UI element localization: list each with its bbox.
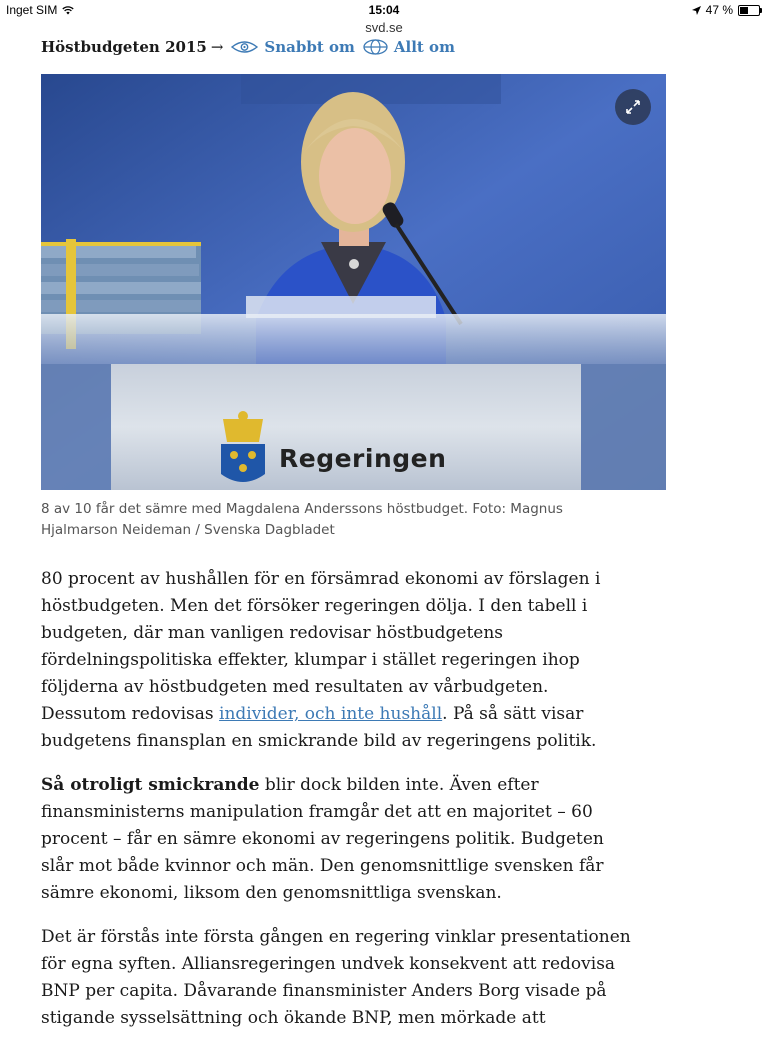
expand-icon: [626, 100, 640, 114]
battery-icon: [738, 5, 760, 16]
image-caption: 8 av 10 får det sämre med Magdalena Anderssons höstbudget. Foto: Magnus Hjalmarson Neideman / Svenska Dagbladet: [41, 501, 563, 538]
expand-image-button[interactable]: [615, 89, 651, 125]
paragraph-text: blir dock bilden inte. Även efter finansministerns manipulation framgår det att en majoritet – 60 procent – får en sämre ekonomi av regeringens politik. Budgeten slår mot både kvinnor och män. Den genomsnittlige svensken får sämre ekonomi, liksom den genomsnittliga svenskan.: [41, 775, 604, 903]
carrier-label: Inget SIM: [6, 3, 58, 17]
location-arrow-icon: [692, 6, 701, 15]
status-right: [692, 3, 760, 17]
topic-title[interactable]: Höstbudgeten 2015: [41, 38, 207, 56]
battery-percent: 47 %: [705, 3, 733, 17]
individuals-not-households-link[interactable]: individer, och inte hushåll: [219, 704, 443, 724]
eye-icon: [231, 40, 258, 54]
article-body: [41, 566, 631, 1049]
article-paragraph: [41, 772, 631, 907]
paragraph-lead-in: Så otroligt smickrande: [41, 775, 260, 795]
paragraph-text: . På så sätt visar budgetens finansplan en smickrande bild av regeringens politik.: [41, 704, 597, 751]
paragraph-text: 80 procent av hushållen för en försämrad ekonomi av förslagen i höstbudgeten. Men det försöker regeringen dölja. I den tabell i budgeten, där man vanligen redovisar höstbudgetens fördelningspolitiska effekter, klumpar i stället regeringen ihop följderna av höstbudgeten med resultaten av vårbudgeten. Dessutom redovisas: [41, 569, 601, 724]
podium-logo-text: Regeringen: [279, 444, 447, 473]
all-about-label: Allt om: [393, 38, 455, 56]
address-bar-url[interactable]: svd.se: [365, 20, 403, 35]
arrow-right-icon: →: [210, 38, 224, 56]
status-bar: [0, 0, 768, 20]
globe-icon: [363, 39, 388, 55]
clock: 15:04: [368, 3, 400, 17]
article-paragraph: [41, 566, 631, 755]
quick-about-label: Snabbt om: [264, 38, 355, 56]
quick-about-link[interactable]: [231, 38, 354, 56]
paragraph-text: Det är förstås inte första gången en regering vinklar presentationen för egna syften. Alliansregeringen undvek konsekvent att redovisa BNP per capita. Dåvarande finansminister Anders Borg visade på stigande sysselsättning och ökande BNP, men mörkade att: [41, 927, 631, 1028]
battery-level: [740, 7, 748, 14]
all-about-link[interactable]: [363, 38, 455, 56]
hero-photo[interactable]: [41, 74, 666, 490]
article-paragraph: [41, 924, 631, 1032]
topic-bar: [41, 36, 463, 58]
press-conference-illustration: [41, 74, 666, 490]
